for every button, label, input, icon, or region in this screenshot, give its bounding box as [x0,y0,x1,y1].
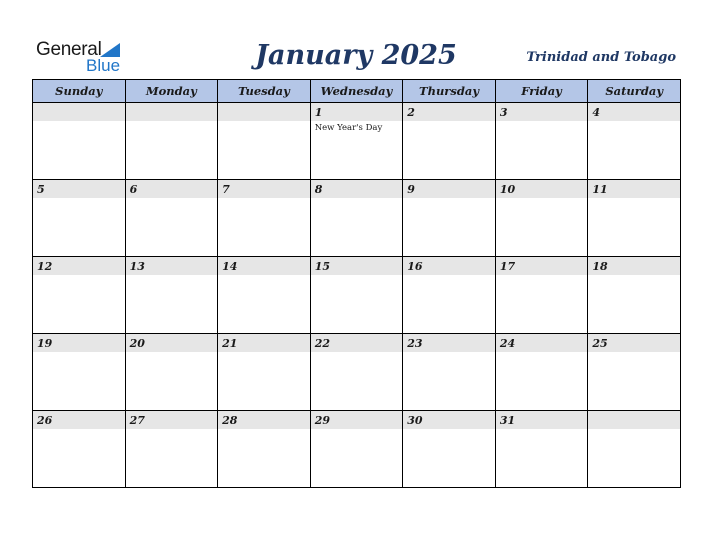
day-cell [588,411,681,488]
logo-general-text: General [36,39,102,60]
logo-blue-text: Blue [86,56,121,75]
day-number: 10 [496,180,588,198]
day-number: 20 [126,334,218,352]
day-number: 1 [311,103,403,121]
day-number: 19 [33,334,125,352]
day-number: 16 [403,257,495,275]
day-number: 11 [588,180,680,198]
holiday-label: New Year's Day [314,123,383,133]
week-row [33,257,681,334]
day-cell [403,180,496,257]
day-number: 26 [33,411,125,429]
day-cell [218,103,311,180]
calendar-title: January 2025 [255,40,457,71]
day-cell [495,411,588,488]
day-number: 7 [218,180,310,198]
day-cell [218,334,311,411]
day-cell [33,334,126,411]
day-cell [125,257,218,334]
day-number: 25 [588,334,680,352]
day-cell [33,411,126,488]
day-cell [588,334,681,411]
week-row [33,180,681,257]
day-cell [125,334,218,411]
day-cell [403,334,496,411]
day-cell [588,257,681,334]
day-number: 21 [218,334,310,352]
day-cell [495,257,588,334]
weekday-header: Friday [495,80,588,103]
week-row [33,411,681,488]
day-number: 13 [126,257,218,275]
day-number: 31 [496,411,588,429]
day-cell [33,180,126,257]
day-number: 18 [588,257,680,275]
day-cell [495,180,588,257]
weekday-header: Wednesday [310,80,403,103]
day-cell [33,103,126,180]
day-number [588,411,680,429]
day-number: 23 [403,334,495,352]
day-number: 24 [496,334,588,352]
week-row [33,334,681,411]
day-cell [310,257,403,334]
calendar-grid [32,79,681,488]
day-number: 28 [218,411,310,429]
day-number: 14 [218,257,310,275]
day-number: 4 [588,103,680,121]
day-number: 15 [311,257,403,275]
day-cell [218,180,311,257]
day-number [218,103,310,121]
day-number: 30 [403,411,495,429]
day-cell [218,411,311,488]
day-number: 9 [403,180,495,198]
day-number: 3 [496,103,588,121]
day-cell [310,180,403,257]
weekday-header: Monday [125,80,218,103]
day-cell [33,257,126,334]
day-cell [403,103,496,180]
country-name: Trinidad and Tobago [526,50,676,65]
day-cell [310,103,403,180]
weekday-header: Sunday [33,80,126,103]
weekday-header: Thursday [403,80,496,103]
day-cell [403,411,496,488]
day-cell [125,180,218,257]
weekday-header-row [33,80,681,103]
weekday-header: Saturday [588,80,681,103]
day-cell [495,103,588,180]
day-number [33,103,125,121]
day-cell [310,334,403,411]
day-number [126,103,218,121]
day-number: 2 [403,103,495,121]
day-cell [310,411,403,488]
day-number: 29 [311,411,403,429]
day-number: 22 [311,334,403,352]
day-number: 5 [33,180,125,198]
day-number: 27 [126,411,218,429]
day-number: 12 [33,257,125,275]
day-number: 6 [126,180,218,198]
day-cell [588,180,681,257]
day-cell [218,257,311,334]
weekday-header: Tuesday [218,80,311,103]
day-cell [125,411,218,488]
day-number: 8 [311,180,403,198]
calendar-body [33,103,681,488]
week-row [33,103,681,180]
day-cell [125,103,218,180]
day-cell [588,103,681,180]
day-number: 17 [496,257,588,275]
day-cell [495,334,588,411]
day-cell [403,257,496,334]
